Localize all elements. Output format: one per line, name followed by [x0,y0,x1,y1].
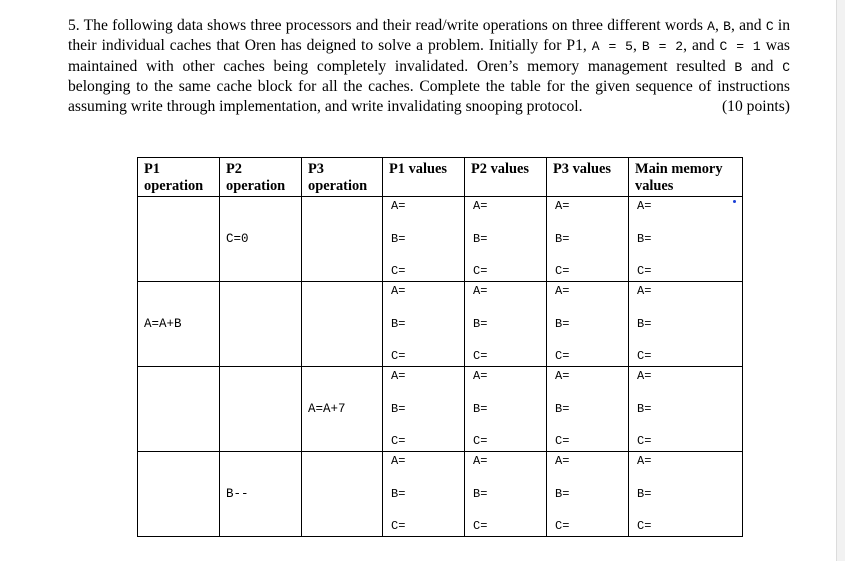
question-text: 5. The following data shows three processors and their read/write operations on three different words A, B, and C in their individual caches that Oren has deigned to solve a problem. Initially for P1, A = 5, B = 2, and C = 1 was maintained with other caches being completely invalidated. Oren’s memory management resulted B and C belonging to the same cache block for all the caches. Complete the table for the given sequence of instructions assuming write through implementation, and write invalidating snooping protocol. (10 points) [68,17,791,115]
table-row [138,367,743,452]
value-b-label: B= [637,487,652,501]
value-b-label: B= [555,487,570,501]
p1-values-cell [383,452,465,537]
value-c-label: C= [555,264,570,278]
value-c-label: C= [391,264,406,278]
value-c-label: C= [473,519,488,533]
header-main-memory-values: Main memory values [629,158,743,197]
value-b-label: B= [473,232,488,246]
var-c: C [765,19,774,34]
table-row [138,197,743,282]
value-b-label: B= [473,487,488,501]
value-a-label: A= [555,369,570,383]
p2-values-cell [465,197,547,282]
var-b: B [723,19,731,34]
value-a-label: A= [391,199,406,213]
main-memory-values-cell [629,367,743,452]
value-b-label: B= [637,317,652,331]
value-a-label: A= [637,369,652,383]
table-row [138,452,743,537]
init-a: A = 5 [591,39,633,55]
header-p1-values: P1 values [383,158,465,197]
value-c-label: C= [391,519,406,533]
value-a-label: A= [637,284,652,298]
p1-operation-cell [138,197,220,282]
value-c-label: C= [637,519,652,533]
value-c-label: C= [391,434,406,448]
question-intro: The following data shows three processors and their read/write operations on three different words [83,17,703,34]
value-c-label: C= [555,434,570,448]
value-c-label: C= [473,264,488,278]
p3-operation-cell [302,197,383,282]
question-number: 5. [68,17,80,34]
p2-operation-cell: C=0 [220,197,302,282]
p1-values-cell [383,367,465,452]
table-row [138,282,743,367]
p2-values-cell [465,452,547,537]
p3-values-cell [547,452,629,537]
init-b: B = 2 [641,39,684,55]
p1-operation-cell [138,367,220,452]
main-memory-values-cell [629,452,743,537]
value-a-label: A= [473,454,488,468]
var-a: A [707,19,715,34]
p2-operation-cell [220,282,302,367]
question-sentence-3: was maintained with other caches being completely invalidated. Oren’s memory management resulted [68,37,790,75]
value-b-label: B= [555,317,570,331]
p1-values-cell [383,282,465,367]
value-a-label: A= [555,454,570,468]
p3-values-cell [547,367,629,452]
p2-values-cell [465,282,547,367]
value-b-label: B= [555,402,570,416]
header-p2-values: P2 values [465,158,547,197]
p2-operation-cell [220,367,302,452]
header-p1-operation: P1 operation [138,158,220,197]
vertical-scrollbar[interactable] [836,0,845,561]
p3-operation-cell [302,452,383,537]
value-a-label: A= [637,454,652,468]
value-b-label: B= [637,402,652,416]
value-a-label: A= [555,199,570,213]
init-c: C = 1 [719,39,761,55]
p3-values-cell [547,282,629,367]
p1-operation-cell: A=A+B [138,282,220,367]
header-p2-operation: P2 operation [220,158,302,197]
main-memory-values-cell [629,282,743,367]
p1-operation-cell [138,452,220,537]
value-b-label: B= [391,317,406,331]
p3-operation-cell [302,282,383,367]
value-a-label: A= [473,284,488,298]
p3-operation-cell: A=A+7 [302,367,383,452]
p2-operation-cell: B-- [220,452,302,537]
value-b-label: B= [555,232,570,246]
value-b-label: B= [637,232,652,246]
value-c-label: C= [473,434,488,448]
value-b-label: B= [473,402,488,416]
value-a-label: A= [637,199,652,213]
table-header-row [138,158,743,197]
value-c-label: C= [555,519,570,533]
value-c-label: C= [391,349,406,363]
value-a-label: A= [391,284,406,298]
text-cursor-marker [733,200,736,203]
value-b-label: B= [473,317,488,331]
value-c-label: C= [637,434,652,448]
value-a-label: A= [555,284,570,298]
question-points: (10 points) [721,97,790,115]
value-a-label: A= [473,369,488,383]
p3-values-cell [547,197,629,282]
value-c-label: C= [473,349,488,363]
value-a-label: A= [391,454,406,468]
value-c-label: C= [555,349,570,363]
header-p3-operation: P3 operation [302,158,383,197]
question-sentence-4: belonging to the same cache block for all the caches. Complete the table for the given sequence of instructions assuming write through implementation, and write invalidating snooping protocol. [68,78,790,115]
cache-coherence-table [137,157,743,537]
question-sentence-2: in their individual caches that Oren has deigned to solve a problem. Initially for P1, [68,17,791,55]
header-p3-values: P3 values [547,158,629,197]
main-memory-values-cell [629,197,743,282]
value-c-label: C= [637,349,652,363]
value-a-label: A= [473,199,488,213]
value-b-label: B= [391,402,406,416]
p2-values-cell [465,367,547,452]
value-b-label: B= [391,232,406,246]
value-b-label: B= [391,487,406,501]
value-c-label: C= [637,264,652,278]
value-a-label: A= [391,369,406,383]
p1-values-cell [383,197,465,282]
